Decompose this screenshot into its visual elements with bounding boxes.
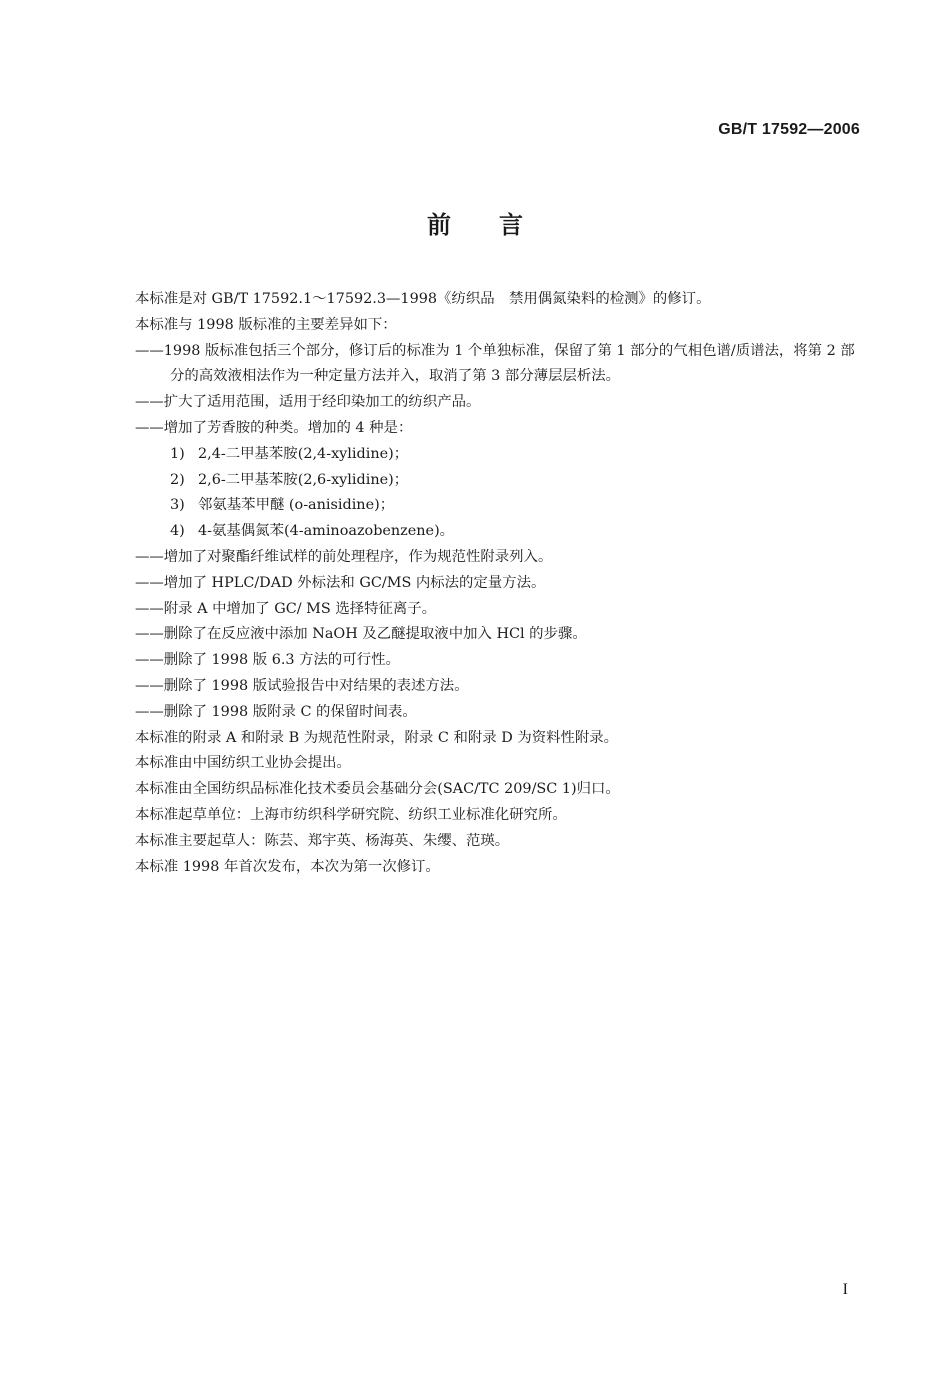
amine-list-text: 2,4-二甲基苯胺(2,4-xylidine)；: [198, 445, 409, 462]
difference-item-2: ——扩大了适用范围，适用于经印染加工的纺织产品。: [135, 394, 481, 411]
difference-item-4: ——增加了对聚酯纤维试样的前处理程序，作为规范性附录列入。: [135, 548, 553, 565]
amine-list-number: 1): [170, 445, 185, 462]
foreword-body: [135, 287, 865, 880]
amine-list-item: [135, 519, 865, 545]
amine-list-text: 4-氨基偶氮苯(4-aminoazobenzene)。: [198, 523, 455, 540]
difference-item-5: ——增加了 HPLC/DAD 外标法和 GC/MS 内标法的定量方法。: [135, 574, 546, 591]
paragraph-proposer: 本标准由中国纺织工业协会提出。: [135, 755, 351, 772]
paragraph-administration: 本标准由全国纺织品标准化技术委员会基础分会(SAC/TC 209/SC 1)归口。: [135, 781, 620, 798]
difference-item-10: ——删除了 1998 版附录 C 的保留时间表。: [135, 703, 417, 720]
paragraph-drafting-units: 本标准起草单位：上海市纺织科学研究院、纺织工业标准化研究所。: [135, 806, 567, 823]
difference-item-7: ——删除了在反应液中添加 NaOH 及乙醚提取液中加入 HCl 的步骤。: [135, 626, 587, 643]
difference-item-3: ——增加了芳香胺的种类。增加的 4 种是：: [135, 419, 413, 436]
page-number: I: [842, 1281, 848, 1298]
paragraph-drafters: 本标准主要起草人：陈芸、郑宇英、杨海英、朱缨、范瑛。: [135, 832, 510, 849]
amine-list-number: 4): [170, 523, 185, 540]
page-title: 前言: [427, 211, 571, 239]
difference-item-9: ——删除了 1998 版试验报告中对结果的表述方法。: [135, 677, 469, 694]
amine-list-item: [135, 493, 865, 519]
amine-list-text: 2,6-二甲基苯胺(2,6-xylidine)；: [198, 471, 409, 488]
document-code: GB/T 17592—2006: [718, 121, 860, 138]
paragraph-differences-intro: 本标准与 1998 版标准的主要差异如下：: [135, 316, 397, 333]
paragraph-publication-history: 本标准 1998 年首次发布，本次为第一次修订。: [135, 858, 440, 875]
amine-list-text: 邻氨基苯甲醚 (o-anisidine)；: [198, 497, 395, 514]
difference-item-8: ——删除了 1998 版 6.3 方法的可行性。: [135, 652, 400, 669]
paragraph-revision-statement: 本标准是对 GB/T 17592.1～17592.3—1998《纺织品 禁用偶氮染料的检测》的修订。: [135, 291, 711, 307]
difference-item-6: ——附录 A 中增加了 GC/ MS 选择特征离子。: [135, 600, 437, 617]
paragraph-annexes: 本标准的附录 A 和附录 B 为规范性附录，附录 C 和附录 D 为资料性附录。: [135, 729, 619, 746]
amine-list-item: [135, 442, 865, 468]
amine-list-item: [135, 468, 865, 494]
amine-list-number: 3): [170, 497, 185, 514]
difference-item-1: ——1998 版标准包括三个部分，修订后的标准为 1 个单独标准，保留了第 1 部分的气相色谱/质谱法，将第 2 部分的高效液相法作为一种定量方法并入，取消了第 3 部分薄层层析法。: [135, 342, 855, 385]
amine-list-number: 2): [170, 471, 185, 488]
